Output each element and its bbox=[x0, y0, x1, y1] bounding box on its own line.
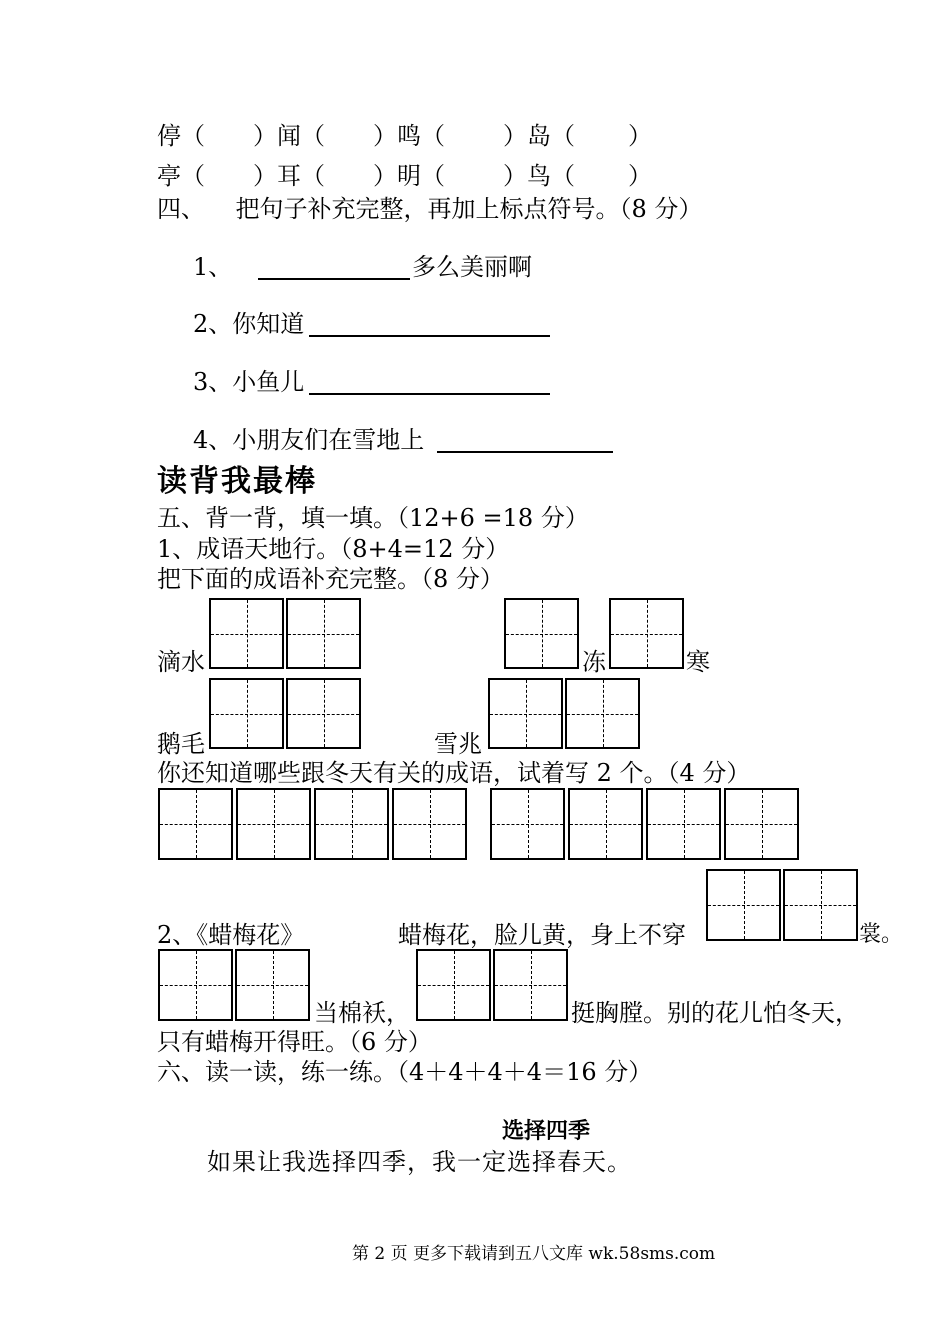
q5-instr1: 把下面的成语补充完整。（8 分） bbox=[157, 565, 504, 593]
q3-row2-e: ） bbox=[628, 162, 652, 190]
writing-box[interactable] bbox=[783, 869, 858, 941]
idiom3-text: 鹅毛 bbox=[157, 730, 205, 758]
q3-row1-b: ）闻（ bbox=[253, 122, 325, 150]
writing-box[interactable] bbox=[493, 949, 568, 1021]
q4-item2-blank[interactable] bbox=[309, 335, 550, 337]
q5-instr2: 你还知道哪些跟冬天有关的成语，试着写 2 个。（4 分） bbox=[157, 759, 751, 787]
q3-row1-e: ） bbox=[628, 122, 652, 150]
q3-row1-c: ）鸣（ bbox=[373, 122, 445, 150]
writing-box[interactable] bbox=[286, 678, 361, 749]
page-footer: 第 2 页 更多下载请到五八文库 wk.58sms.com bbox=[352, 1244, 716, 1264]
poem-line1-end: 裳。 bbox=[859, 922, 904, 947]
writing-box[interactable] bbox=[209, 598, 284, 669]
q5-sub1: 1、成语天地行。（8+4=12 分） bbox=[157, 535, 510, 563]
q4-item3-blank[interactable] bbox=[309, 393, 550, 395]
q3-row1-d: ）岛（ bbox=[503, 122, 575, 150]
writing-box[interactable] bbox=[235, 949, 310, 1021]
section-heading: 读背我最棒 bbox=[157, 464, 317, 499]
writing-box[interactable] bbox=[609, 598, 684, 669]
q3-row2-a: 亭（ bbox=[157, 162, 205, 190]
writing-box[interactable] bbox=[565, 678, 640, 749]
writing-box[interactable] bbox=[490, 788, 565, 860]
writing-box[interactable] bbox=[416, 949, 491, 1021]
writing-box[interactable] bbox=[504, 598, 579, 669]
passage-line1: 如果让我选择四季，我一定选择春天。 bbox=[207, 1148, 632, 1176]
q4-item4-blank[interactable] bbox=[437, 451, 613, 453]
writing-box[interactable] bbox=[209, 678, 284, 749]
q3-row2-b: ）耳（ bbox=[253, 162, 325, 190]
writing-box[interactable] bbox=[236, 788, 311, 860]
writing-box[interactable] bbox=[724, 788, 799, 860]
q3-row2-c: ）明（ bbox=[373, 162, 445, 190]
writing-box[interactable] bbox=[646, 788, 721, 860]
poem-line2: 当棉袄， bbox=[314, 999, 410, 1027]
q4-title: 四、 把句子补充完整，再加上标点符号。（8 分） bbox=[157, 195, 703, 223]
q4-item1-num: 1、 bbox=[193, 253, 233, 281]
q4-item2: 2、你知道 bbox=[193, 310, 305, 338]
q3-row2-d: ）鸟（ bbox=[503, 162, 575, 190]
q5-sub2-title: 2、《蜡梅花》 bbox=[157, 921, 305, 949]
writing-box[interactable] bbox=[286, 598, 361, 669]
passage-title: 选择四季 bbox=[502, 1119, 591, 1144]
q4-item1-text: 多么美丽啊 bbox=[412, 253, 532, 281]
writing-box[interactable] bbox=[158, 788, 233, 860]
q5-title: 五、背一背，填一填。（12+6 =18 分） bbox=[157, 504, 589, 532]
writing-box[interactable] bbox=[392, 788, 467, 860]
idiom4-text: 雪兆 bbox=[434, 730, 482, 758]
idiom1-text: 滴水 bbox=[157, 648, 205, 676]
writing-box[interactable] bbox=[706, 869, 781, 941]
q6-title: 六、读一读，练一练。（4＋4＋4＋4＝16 分） bbox=[157, 1058, 653, 1086]
writing-box[interactable] bbox=[158, 949, 233, 1021]
poem-line3: 挺胸膛。别的花儿怕冬天， bbox=[571, 999, 859, 1027]
idiom2-b: 寒 bbox=[686, 648, 710, 676]
writing-box[interactable] bbox=[314, 788, 389, 860]
writing-box[interactable] bbox=[568, 788, 643, 860]
q4-item3: 3、小鱼儿 bbox=[193, 368, 305, 396]
q3-row1-a: 停（ bbox=[157, 122, 205, 150]
idiom2-a: 冻 bbox=[582, 648, 606, 676]
q4-item1-blank[interactable] bbox=[258, 278, 410, 280]
writing-box[interactable] bbox=[488, 678, 563, 749]
poem-line1: 蜡梅花，脸儿黄，身上不穿 bbox=[398, 921, 686, 949]
poem-line4: 只有蜡梅开得旺。（6 分） bbox=[157, 1028, 432, 1056]
q4-item4: 4、小朋友们在雪地上 bbox=[193, 426, 425, 454]
